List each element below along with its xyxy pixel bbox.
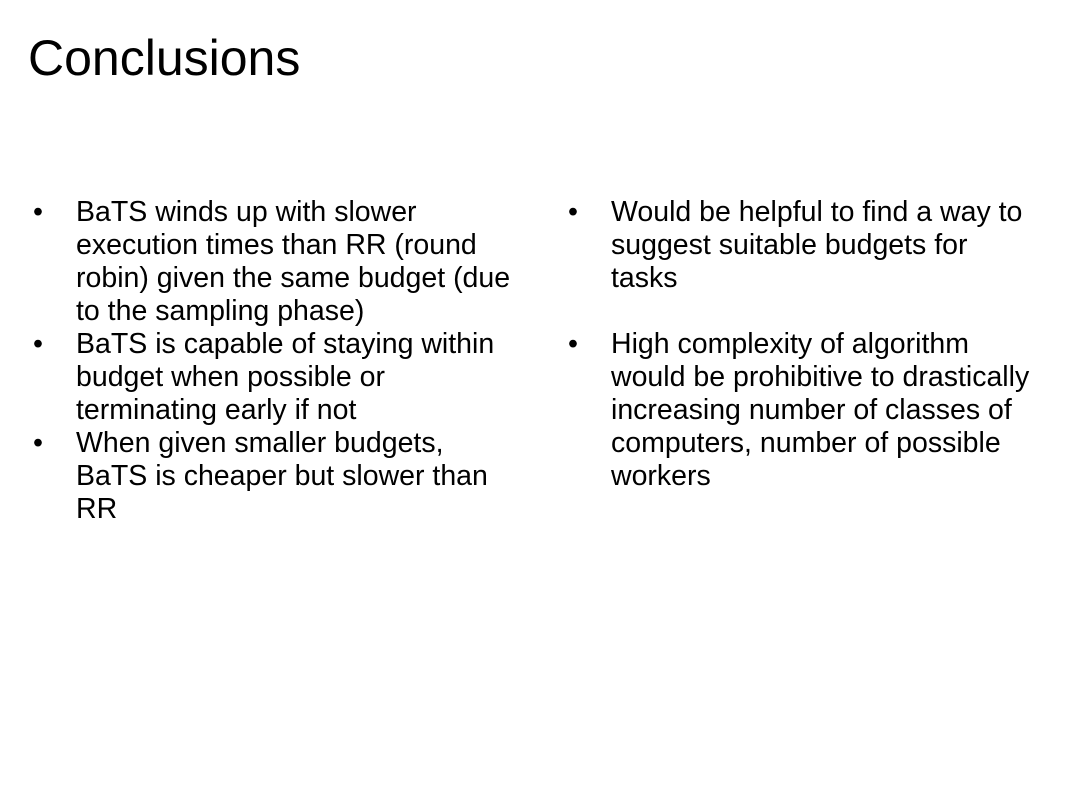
bullet-text: Would be helpful to find a way to suggest suitable budgets for tasks (611, 196, 1023, 294)
bullet-item (568, 196, 1038, 295)
right-bullet-list (568, 196, 1038, 493)
bullet-dot-icon: • (33, 196, 43, 228)
bullet-dot-icon: • (33, 328, 43, 360)
bullet-text: High complexity of algorithm would be prohibitive to drastically increasing number of classes of computers, number of possible workers (611, 328, 1030, 492)
bullet-dot-icon: • (33, 427, 43, 459)
bullet-item (33, 427, 513, 526)
slide-title: Conclusions (28, 30, 301, 86)
bullet-dot-icon: • (568, 196, 578, 228)
bullet-text: BaTS winds up with slower execution times than RR (round robin) given the same budget (due to the sampling phase) (76, 196, 511, 327)
bullet-item (33, 328, 513, 427)
bullet-dot-icon: • (568, 328, 578, 360)
bullet-item (33, 196, 513, 328)
bullet-item (568, 328, 1038, 493)
left-bullet-list (33, 196, 513, 526)
bullet-text: When given smaller budgets, BaTS is cheaper but slower than RR (76, 427, 488, 525)
bullet-text: BaTS is capable of staying within budget when possible or terminating early if not (76, 328, 495, 426)
